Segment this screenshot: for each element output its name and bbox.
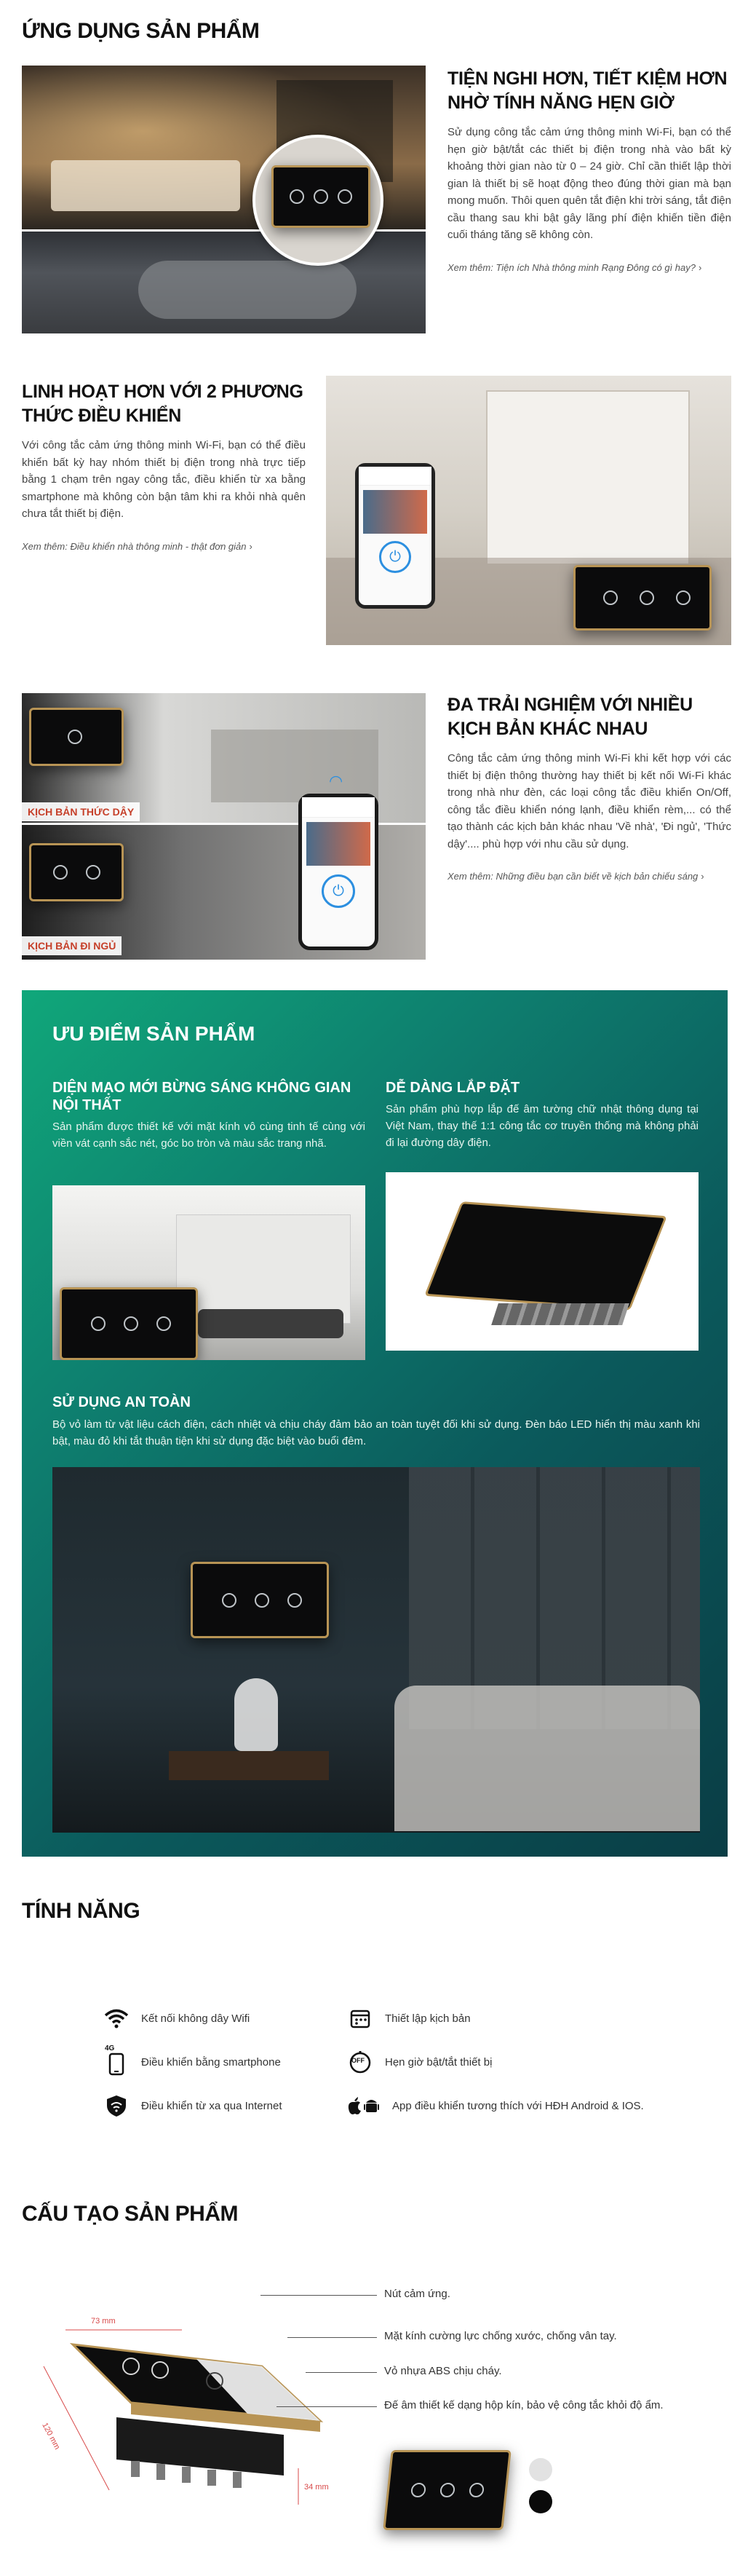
advantages-title: ƯU ĐIỂM SẢN PHẨM	[52, 1022, 255, 1045]
callout-glass: Mặt kính cường lực chống xước, chống vân tay.	[384, 2330, 617, 2342]
wifi-signal-icon: ◠	[329, 772, 343, 790]
scenario-icon	[346, 2004, 375, 2033]
power-icon: ⏻	[379, 541, 411, 573]
feature-item: OFF Hẹn giờ bật/tắt thiết bị	[346, 2047, 492, 2077]
callout-abs-case: Vỏ nhựa ABS chịu cháy.	[384, 2365, 502, 2377]
advantage-3-title: SỬ DỤNG AN TOÀN	[52, 1394, 191, 1410]
application-block-2	[22, 380, 306, 555]
shield-wifi-icon	[102, 2091, 131, 2120]
callout-touch-button: Nút cảm ứng.	[384, 2288, 450, 2300]
timer-off-icon	[346, 2047, 375, 2077]
chevron-right-icon: ›	[701, 871, 704, 882]
dim-depth-label: 73 mm	[91, 2317, 116, 2326]
feature-item: Điều khiển từ xa qua Internet	[102, 2091, 282, 2120]
block-1-text: Sử dụng công tắc cảm ứng thông minh Wi-Fi, bạn có thể hẹn giờ bật/tắt các thiết bị điện trong nhà vào bất kỳ khoảng thời gian nào từ 0 – 24 giờ. Chỉ cần thiết lập thời gian là thiết bị sẽ hoạt động theo đúng thời gian mà bạn mong muốn. Thôi quen quên tắt điện khi trời sáng, tắt điện cầu thang sau khi bật gây lãng phí điện khiến tiền điện cuối tháng tăng sẽ không còn.	[447, 126, 731, 241]
chevron-right-icon: ›	[249, 540, 252, 552]
switch-product-photo	[383, 2450, 512, 2530]
advantage-1-text: Sản phẩm được thiết kế với mặt kính vô cùng tinh tế cùng với viền vát cạnh sắc nét, góc bo tròn và màu sắc trang nhã.	[52, 1121, 365, 1150]
scenario-phone-photo	[298, 794, 378, 950]
living-room-switch-image	[52, 1185, 365, 1360]
callout-line	[287, 2337, 377, 2338]
advantage-2-title: DỄ DÀNG LẮP ĐẶT	[386, 1080, 520, 1096]
callout-line	[306, 2372, 377, 2373]
apple-android-icon	[346, 2091, 382, 2120]
advantage-2-text: Sản phẩm phù hợp lắp đế âm tường chữ nhật thông dụng tại Việt Nam, thay thế 1:1 công tắc cơ truyền thống mà không phải đi lại đường dây điện.	[386, 1103, 699, 1149]
badge-off: OFF	[351, 2057, 365, 2064]
feature-item: Kết nối không dây Wifi	[102, 2004, 250, 2033]
badge-4g: 4G	[105, 2044, 115, 2052]
callout-line	[260, 2295, 377, 2296]
features-title: TÍNH NĂNG	[22, 1899, 140, 1923]
wifi-icon	[102, 2004, 131, 2033]
advantage-3-text: Bộ vỏ làm từ vật liệu cách điện, cách nhiệt và chịu cháy đảm bảo an toàn tuyệt đối khi sử dụng. Đèn báo LED hiển thị màu xanh khi bật, màu đỏ khi tắt thuận tiện khi sử dụng đặc biệt vào buổi đêm.	[52, 1418, 700, 1447]
feature-item: App điều khiển tương thích với HĐH Android & IOS.	[346, 2091, 644, 2120]
feature-item: 4G Điều khiển bằng smartphone	[102, 2047, 281, 2077]
switch-zoom-circle	[252, 135, 383, 266]
application-block-3	[447, 693, 731, 885]
application-section-title: ỨNG DỤNG SẢN PHẨM	[22, 19, 260, 43]
dim-height-label: 34 mm	[304, 2483, 329, 2492]
switch-3-gang-photo	[271, 165, 370, 228]
bedroom-switch-image	[52, 1467, 700, 1833]
callout-base: Đế âm thiết kế dạng hộp kín, bảo vệ công tắc khỏi độ ẩm.	[384, 2399, 664, 2411]
install-switch-image	[386, 1172, 699, 1351]
block-1-title: TIỆN NGHI HƠN, TIẾT KIỆM HƠN NHỜ TÍNH NĂNG HẸN GIỜ	[447, 68, 728, 113]
block-3-title: ĐA TRẢI NGHIỆM VỚI NHIỀU KỊCH BẢN KHÁC NHAU	[447, 695, 693, 739]
structure-title: CẤU TẠO SẢN PHẨM	[22, 2202, 238, 2226]
exploded-switch-drawing	[44, 2330, 320, 2505]
chevron-right-icon: ›	[698, 261, 702, 273]
power-icon: ⏻	[322, 874, 355, 908]
callout-line	[276, 2406, 377, 2407]
structure-diagram	[22, 2257, 386, 2534]
switch-black-photo	[29, 708, 124, 766]
bedroom-night-image	[22, 232, 426, 333]
switch-closeup-photo	[60, 1287, 198, 1360]
color-swatch-white	[529, 2458, 552, 2481]
advantages-section	[22, 990, 728, 1857]
switch-bedroom-photo	[191, 1562, 329, 1638]
advantage-1-title: DIỆN MẠO MỚI BỪNG SÁNG KHÔNG GIAN NỘI THẤT	[52, 1080, 351, 1113]
living-room-phone-image	[326, 376, 731, 645]
dim-width-label: 120 mm	[40, 2421, 62, 2451]
switch-wall-photo	[573, 565, 712, 631]
scenario-wake-tag: KỊCH BẢN THỨC DẬY	[22, 802, 140, 821]
smartphone-4g-icon	[102, 2044, 131, 2077]
block-1-more-link[interactable]: Xem thêm: Tiện ích Nhà thông minh Rạng Đông có gì hay? ›	[447, 261, 702, 273]
scenario-sleep-tag: KỊCH BẢN ĐI NGỦ	[22, 936, 122, 955]
application-block-1	[447, 67, 731, 276]
switch-black-photo-2	[29, 843, 124, 901]
block-2-more-link[interactable]: Xem thêm: Điều khiển nhà thông minh - thật đơn giản ›	[22, 540, 252, 552]
block-3-more-link[interactable]: Xem thêm: Những điều bạn cần biết về kịch bản chiếu sáng ›	[447, 871, 704, 882]
block-3-text: Công tắc cảm ứng thông minh Wi-Fi khi kết hợp với các thiết bị điện thông thường hay thiết bị kết nối Wi-Fi khác trong nhà như đèn, các loại công tắc điều khiển On/Off, công tắc điều khiển nóng lạnh, điều khiển rèm,... có thể tạo thành các kịch bản khác nhau 'Về nhà', 'Đi ngủ', 'Thức dậy'.... phù hợp với nhu cầu sử dụng.	[447, 752, 731, 850]
feature-item: Thiết lập kịch bản	[346, 2004, 471, 2033]
color-swatch-black	[529, 2490, 552, 2513]
smartphone-photo	[355, 463, 435, 609]
block-2-title: LINH HOẠT HƠN VỚI 2 PHƯƠNG THỨC ĐIỀU KHIỂN	[22, 382, 303, 426]
block-2-text: Với công tắc cảm ứng thông minh Wi-Fi, bạn có thể điều khiển bất kỳ hay nhóm thiết bị điện trong nhà trực tiếp bằng 1 chạm trên ngay công tắc, điều khiển từ xa bằng smartphone mà không còn bận tâm khi ra khỏi nhà quên chưa tắt thiết bị điện.	[22, 439, 306, 520]
